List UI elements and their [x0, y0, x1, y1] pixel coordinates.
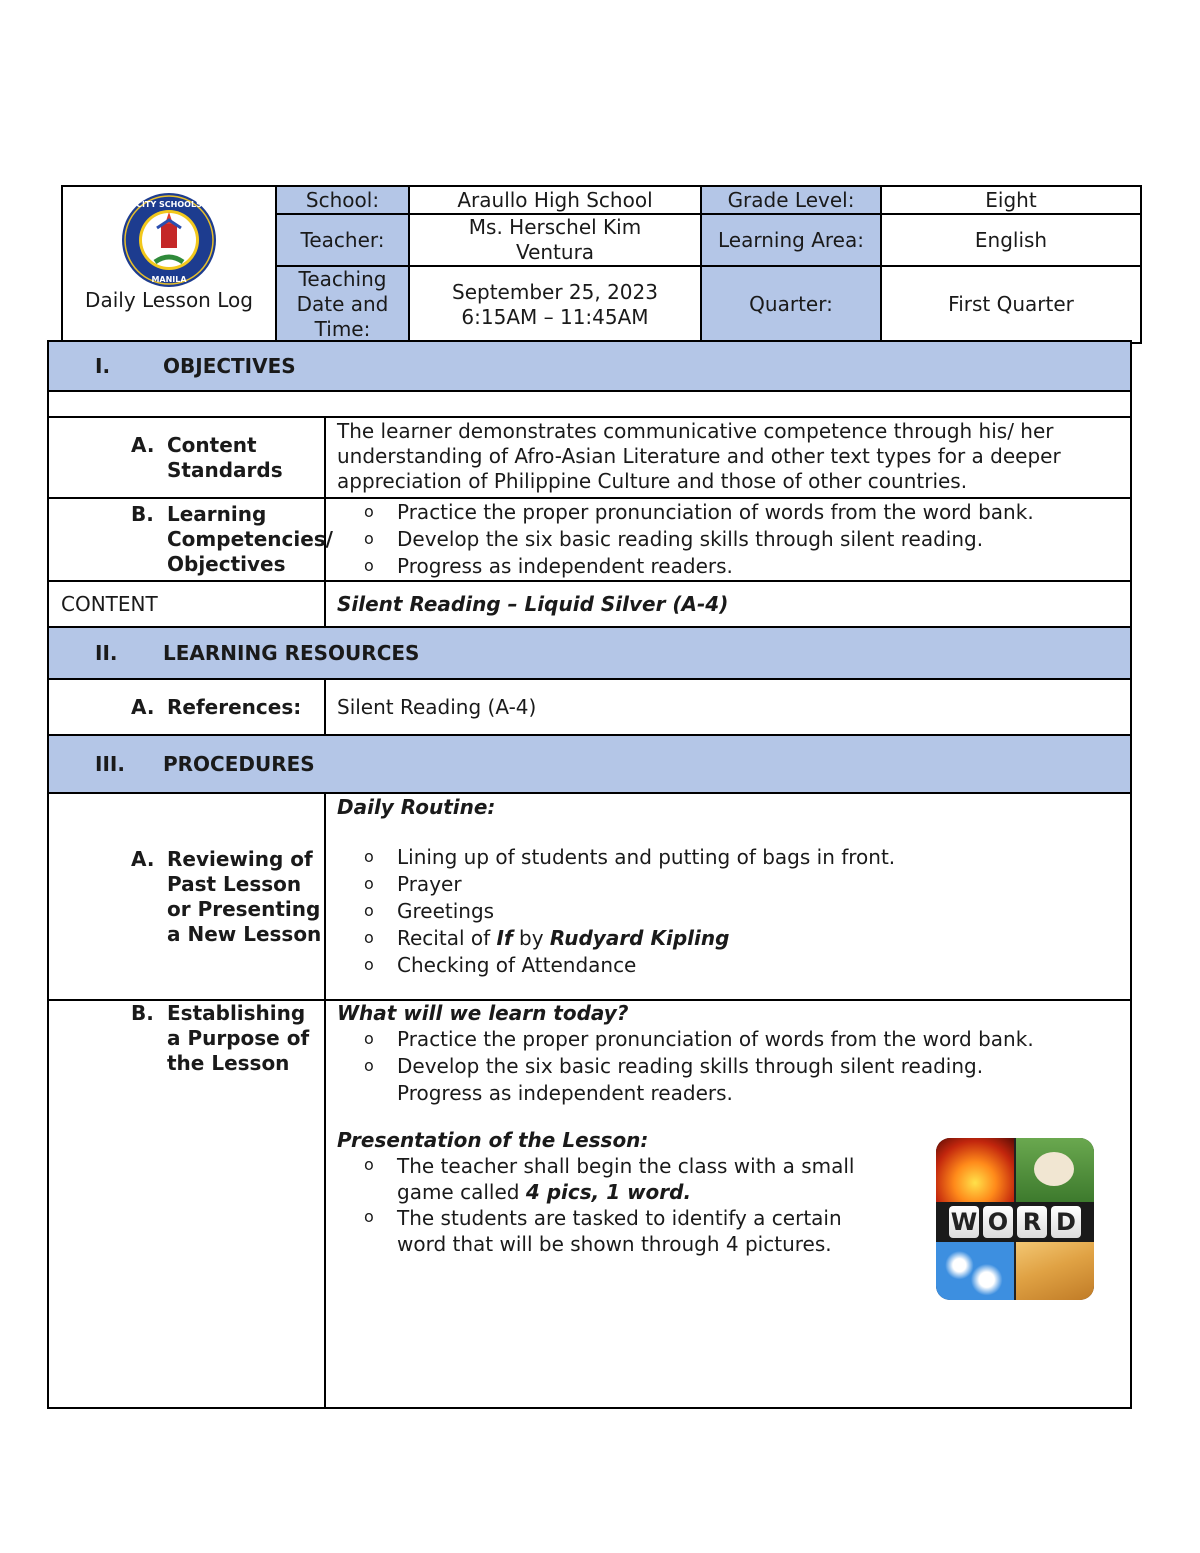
svg-text:CITY SCHOOLS: CITY SCHOOLS [136, 200, 202, 209]
puppy-picture [1016, 1138, 1094, 1202]
learn-list [326, 1026, 1120, 1080]
item-letter: B. [131, 1001, 154, 1025]
purpose-label-cell [48, 1000, 325, 1408]
presentation-text: The teacher shall begin the class with a small game called [397, 1154, 855, 1204]
presentation-list [326, 1153, 886, 1257]
grade-value: Eight [881, 186, 1141, 214]
tile-letter: O [983, 1206, 1013, 1238]
fire-picture [936, 1138, 1014, 1202]
section-number: III. [95, 752, 125, 776]
list-item: o Lining up of students and putting of bags in front. [326, 844, 1120, 871]
item-letter: A. [131, 432, 155, 457]
four-pics-one-word-icon [936, 1138, 1094, 1300]
learn-extra: Progress as independent readers. [397, 1081, 733, 1105]
word-tiles [936, 1202, 1094, 1242]
presentation-heading: Presentation of the Lesson: [337, 1128, 649, 1152]
list-item: o Greetings [326, 898, 1120, 925]
list-item [326, 925, 1120, 952]
section-learning-resources [48, 627, 1131, 679]
logo-cell [62, 186, 276, 343]
main-table [47, 340, 1132, 1409]
section-title: LEARNING RESOURCES [163, 641, 420, 665]
section-title: OBJECTIVES [163, 354, 296, 378]
list-item: o Checking of Attendance [326, 952, 1120, 979]
content-label-cell [48, 581, 325, 627]
header-table [61, 185, 1142, 344]
section-number: II. [95, 641, 118, 665]
purpose-cell [325, 1000, 1131, 1408]
section-procedures [48, 735, 1131, 793]
item-letter: B. [131, 502, 154, 526]
teacher-name: Ms. Herschel Kim Ventura [468, 215, 642, 264]
sky-picture [936, 1242, 1014, 1300]
section-title: PROCEDURES [163, 752, 315, 776]
date-label-text: Teaching Date and Time: [296, 267, 389, 341]
content-value: Silent Reading – Liquid Silver (A-4) [325, 581, 1131, 627]
learning-area-value: English [881, 214, 1141, 266]
date-line: September 25, 2023 [452, 279, 658, 304]
school-value: Araullo High School [409, 186, 701, 214]
competencies-list [326, 499, 1120, 580]
daily-routine-cell [325, 793, 1131, 1000]
routine-list [326, 844, 1120, 979]
content-standards-label-cell [48, 417, 325, 498]
references-label-cell [48, 679, 325, 735]
teacher-value [409, 214, 701, 266]
list-item: o Prayer [326, 871, 1120, 898]
spacer-row [48, 391, 1131, 417]
references-label: References: [167, 694, 302, 719]
purpose-label: Establishing a Purpose of the Lesson [167, 1001, 310, 1075]
time-line: 6:15AM – 11:45AM [461, 304, 649, 329]
quarter-value: First Quarter [881, 266, 1141, 343]
teacher-label: Teacher: [276, 214, 409, 266]
competencies-label-cell [48, 498, 333, 581]
list-item: o Progress as independent readers. [326, 553, 1120, 580]
section-number: I. [95, 354, 111, 378]
svg-text:MANILA: MANILA [151, 275, 187, 284]
log-title: Daily Lesson Log [85, 288, 253, 312]
poem-title: If [496, 926, 513, 950]
list-item: o The students are tasked to identify a certain word that will be shown through 4 pictures. [326, 1205, 886, 1257]
list-item: o Develop the six basic reading skills through silent reading. [326, 526, 1120, 553]
item-letter: A. [131, 846, 155, 871]
recital-prefix: Recital of [397, 926, 497, 950]
list-item: o Practice the proper pronunciation of words from the word bank. [326, 1026, 1120, 1053]
list-item [326, 1153, 886, 1205]
list-item: o Develop the six basic reading skills through silent reading. [326, 1053, 1120, 1080]
date-value [409, 266, 701, 343]
item-letter: A. [131, 694, 155, 719]
content-standards-text-cell [325, 417, 1131, 498]
division-seal-logo [117, 192, 221, 288]
poem-author: Rudyard Kipling [549, 926, 730, 950]
grade-label: Grade Level: [701, 186, 881, 214]
daily-routine-heading: Daily Routine: [337, 795, 496, 819]
content-standards-text: The learner demonstrates communicative competence through his/ her understanding of Afro-Asian Literature and other text types for a deeper appreciation of Philippine Culture and those of other countries. [337, 419, 1061, 493]
tile-letter: R [1017, 1206, 1047, 1238]
recital-by: by [512, 926, 550, 950]
review-label-cell [48, 793, 325, 1000]
references-value: Silent Reading (A-4) [325, 679, 1131, 735]
competencies-label: Learning Competencies/ Objectives [167, 502, 333, 576]
competencies-cell [325, 498, 1131, 581]
list-item: o Practice the proper pronunciation of words from the word bank. [326, 499, 1120, 526]
school-label: School: [276, 186, 409, 214]
section-objectives [48, 341, 1131, 391]
review-label: Reviewing of Past Lesson or Presenting a New Lesson [167, 846, 322, 946]
quarter-label: Quarter: [701, 266, 881, 343]
content-label: CONTENT [61, 592, 158, 616]
tile-letter: D [1051, 1206, 1081, 1238]
desert-picture [1016, 1242, 1094, 1300]
content-standards-label: Content Standards [167, 432, 283, 482]
learn-heading: What will we learn today? [337, 1001, 629, 1025]
tile-letter: W [950, 1208, 978, 1236]
game-name: 4 pics, 1 word. [525, 1180, 692, 1204]
date-label [276, 266, 409, 343]
learning-area-label: Learning Area: [701, 214, 881, 266]
